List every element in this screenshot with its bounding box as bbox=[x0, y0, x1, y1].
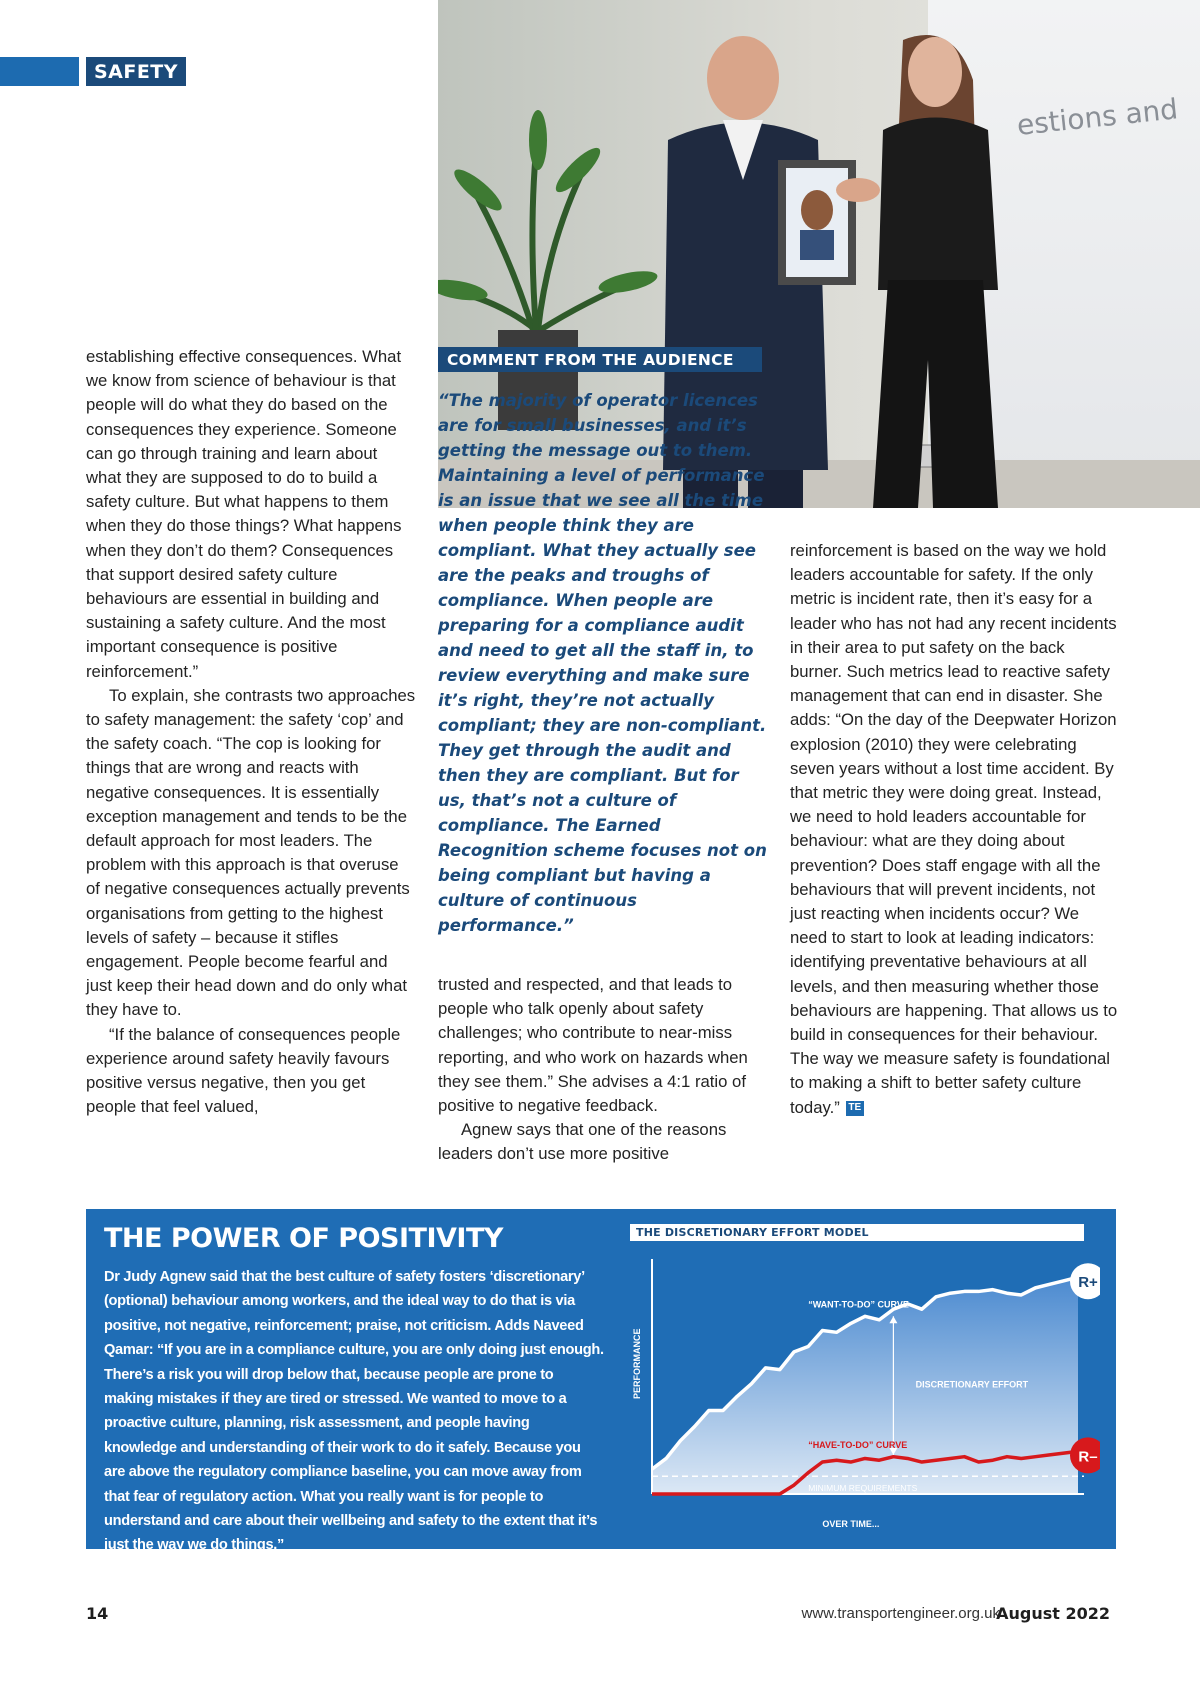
want-to-do-label: “WANT-TO-DO” CURVE bbox=[808, 1299, 909, 1310]
paragraph: reinforcement is based on the way we hold leaders accountable for safety. If the only metric is incident rate, then it’s easy for a leader who has not had any recent incidents in their area to put safety on the back burner. Such metrics lead to reactive safety management that can end in disaster. She adds: “On the day of the Deepwater Horizon explosion (2010) they were celebrating seven years without a lost time accident. By that metric they were doing great. Instead, we need to hold leaders accountable for behaviour: what are they doing about prevention? Does staff engage with all the behaviours that will prevent incidents, not just reacting when incidents occur? We need to start to look at leading indicators: identifying preventative behaviours at all levels, and then measuring whether those behaviours are happening. That allows us to build in consequences for their behaviour. The way we measure safety is foundational to making a shift to better safety culture today.” bbox=[790, 541, 1118, 1117]
r-minus-label: R– bbox=[1078, 1448, 1098, 1466]
column-2 bbox=[438, 973, 768, 1167]
footer-date: August 2022 bbox=[996, 1604, 1110, 1623]
paragraph: Agnew says that one of the reasons leaders don’t use more positive bbox=[438, 1120, 727, 1164]
feature-title: THE POWER OF POSITIVITY bbox=[104, 1223, 503, 1254]
section-color-bar bbox=[0, 57, 79, 86]
end-mark-icon: TE bbox=[846, 1101, 864, 1116]
chart-title: THE DISCRETIONARY EFFORT MODEL bbox=[636, 1226, 869, 1239]
feature-box bbox=[86, 1209, 1116, 1554]
discretionary-effort-label: DISCRETIONARY EFFORT bbox=[915, 1379, 1029, 1390]
r-plus-label: R+ bbox=[1078, 1274, 1098, 1292]
screen-text: estions and bbox=[1015, 92, 1180, 142]
discretionary-effort-chart bbox=[630, 1249, 1100, 1539]
have-to-do-label: “HAVE-TO-DO” CURVE bbox=[808, 1439, 908, 1450]
column-3 bbox=[790, 539, 1120, 1120]
footer-url[interactable]: www.transportengineer.org.uk bbox=[801, 1605, 1000, 1622]
page-number: 14 bbox=[86, 1604, 109, 1623]
comment-heading: COMMENT FROM THE AUDIENCE bbox=[438, 347, 762, 372]
minimum-requirements-label: MINIMUM REQUIREMENTS bbox=[808, 1483, 918, 1494]
x-axis-label: OVER TIME... bbox=[822, 1519, 880, 1529]
y-axis-label: PERFORMANCE bbox=[632, 1328, 642, 1399]
feature-body: Dr Judy Agnew said that the best culture of safety fosters ‘discretionary’ (optional) behaviour among workers, and the ideal way to do that is via positive, not negative, reinforcement; praise, not criticism. Adds Naveed Qamar: “If you are in a compliance culture, you are only doing just enough. There’s a risk you will drop below that, because people are prone to making mistakes if they are tired or stressed. We wanted to move to a proactive culture, planning, risk assessment, and people having knowledge and understanding of their work to do it safely. Because you are above the regulatory compliance baseline, you can move away from that fear of regulatory action. What you really want is for people to understand and care about their wellbeing and safety to the extent that it’s just the way we do things.” bbox=[104, 1269, 604, 1554]
paragraph: To explain, she contrasts two approaches to safety management: the safety ‘cop’ and the safety coach. “The cop is looking for things that are wrong and reacts with negative consequences. It is essentially exception management and tends to be the default approach for most leaders. The problem with this approach is that overuse of negative consequences actually prevents organisations from getting to the highest levels of safety – because it stifles engagement. People become fearful and just keep their head down and do only what they have to. bbox=[86, 685, 416, 1020]
pull-quote: “The majority of operator licences are for small businesses, and it’s getting the message out to them. Maintaining a level of performance is an issue that we see all the time when people think they are compliant. What they actually see are the peaks and troughs of compliance. When people are preparing for a compliance audit and need to get all the staff in, to review everything and make sure it’s right, they’re not actually compliant; they are non-compliant. They get through the audit and then they are compliant. But for us, that’s not a culture of compliance. The Earned Recognition scheme focuses not on being compliant but having a culture of continuous performance.” bbox=[438, 391, 767, 935]
paragraph: trusted and respected, and that leads to people who talk openly about safety challenges; who contribute to near-miss reporting, and who work on hazards when they see them.” She advises a 4:1 ratio of positive to negative feedback. bbox=[438, 975, 748, 1116]
paragraph-group bbox=[790, 539, 1120, 1120]
paragraph: “If the balance of consequences people experience around safety heavily favours positive versus negative, then you get people that feel valued, bbox=[86, 1024, 401, 1117]
section-label: SAFETY bbox=[86, 57, 186, 86]
paragraph: establishing effective consequences. What we know from science of behaviour is that people will do what they do based on the consequences they experience. Someone can go through training and learn about what they are supposed to do to build a safety culture. But what happens to them when they do those things? What happens when they don’t do them? Consequences that support desired safety culture behaviours are essential in building and sustaining a safety culture. And the most important consequence is positive reinforcement.” bbox=[86, 347, 402, 681]
column-1 bbox=[86, 345, 416, 1120]
